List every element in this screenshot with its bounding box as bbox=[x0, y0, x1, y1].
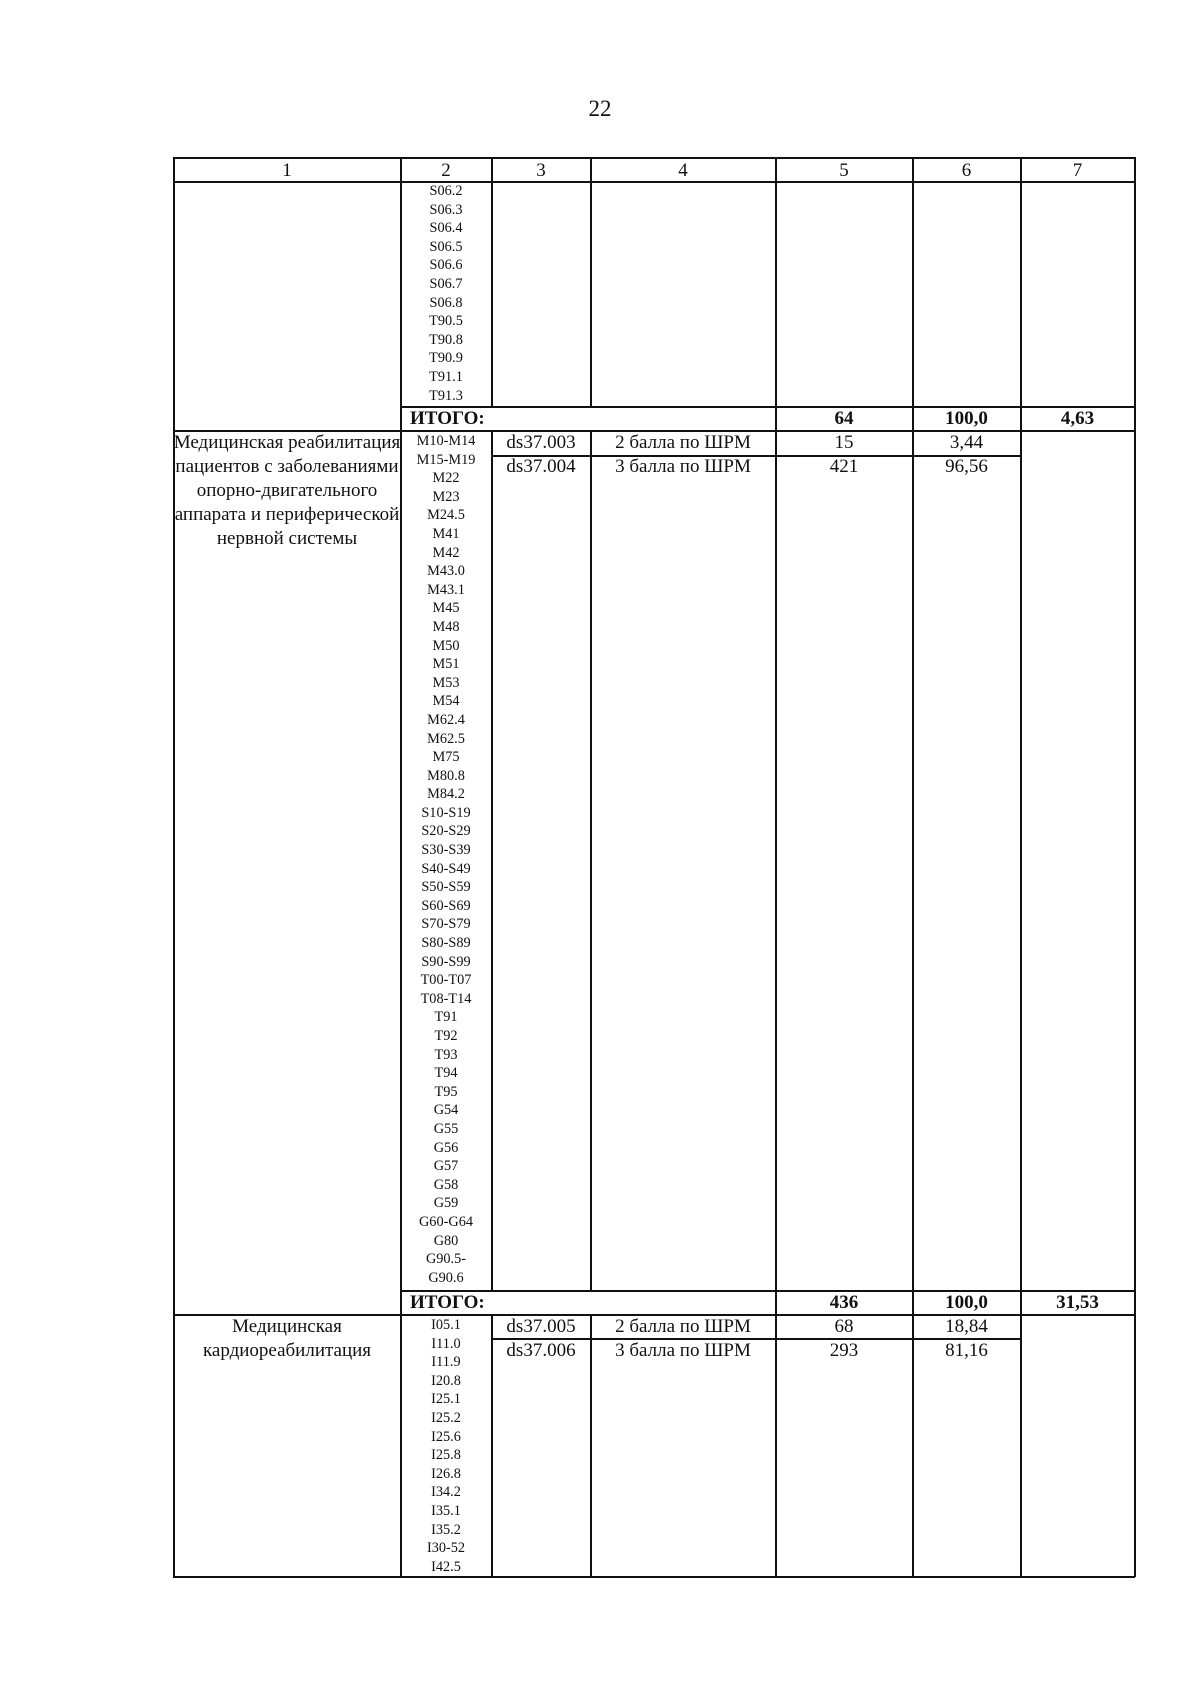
group3-row2-desc: 3 балла по ШРМ bbox=[615, 1340, 751, 1361]
header-col-2: 2 bbox=[441, 160, 451, 181]
diagnosis-code: I30-52 bbox=[426, 1540, 466, 1557]
group3-row2-code: ds37.006 bbox=[506, 1340, 576, 1361]
group1-codes bbox=[400, 182, 492, 405]
group2-row2-percent: 96,56 bbox=[945, 456, 988, 477]
diagnosis-code: M54 bbox=[432, 693, 460, 710]
group2-total-count: 436 bbox=[829, 1292, 859, 1313]
diagnosis-code: S20-S29 bbox=[421, 823, 471, 840]
diagnosis-code: M50 bbox=[432, 637, 460, 654]
header-col-6: 6 bbox=[961, 160, 972, 181]
diagnosis-code: S90-S99 bbox=[421, 953, 471, 970]
diagnosis-code: S06.7 bbox=[429, 275, 463, 292]
diagnosis-code: G57 bbox=[433, 1158, 459, 1175]
diagnosis-code: S06.4 bbox=[429, 220, 463, 237]
diagnosis-code: M62.5 bbox=[427, 730, 465, 747]
diagnosis-code: G58 bbox=[433, 1176, 459, 1193]
diagnosis-code: S06.3 bbox=[429, 201, 463, 218]
diagnosis-code: S06.2 bbox=[429, 183, 463, 199]
diagnosis-code: T08-T14 bbox=[420, 990, 472, 1007]
diagnosis-code: I25.1 bbox=[431, 1391, 461, 1408]
header-col-7: 7 bbox=[1072, 160, 1083, 181]
group3-row2-percent: 81,16 bbox=[945, 1340, 988, 1361]
diagnosis-code: M15-M19 bbox=[416, 451, 476, 468]
diagnosis-code: I25.8 bbox=[431, 1447, 461, 1464]
diagnosis-code: T00-T07 bbox=[420, 972, 472, 989]
diagnosis-code: T90.9 bbox=[429, 350, 463, 367]
group2-row1-code: ds37.003 bbox=[506, 432, 576, 453]
diagnosis-code: G90.5- bbox=[425, 1251, 467, 1268]
group2-total-percent: 100,0 bbox=[945, 1292, 988, 1313]
diagnosis-code: T91.3 bbox=[429, 387, 463, 404]
diagnosis-code: M80.8 bbox=[427, 767, 465, 784]
page-number: 22 bbox=[588, 96, 612, 121]
diagnosis-code: G90.6 bbox=[428, 1269, 464, 1286]
diagnosis-code: M51 bbox=[432, 656, 460, 673]
header-col-1: 1 bbox=[282, 160, 292, 181]
diagnosis-code: G56 bbox=[433, 1139, 459, 1156]
diagnosis-code: S06.8 bbox=[429, 294, 463, 311]
group2-row2-desc: 3 балла по ШРМ bbox=[615, 456, 751, 477]
header-col-3: 3 bbox=[536, 160, 546, 181]
diagnosis-code: S70-S79 bbox=[421, 916, 471, 933]
group1-total-label: ИТОГО: bbox=[410, 408, 485, 429]
diagnosis-code: M24.5 bbox=[427, 507, 465, 524]
diagnosis-code: S40-S49 bbox=[421, 860, 471, 877]
group1-total-share: 4,63 bbox=[1060, 408, 1095, 429]
diagnosis-code: I11.0 bbox=[431, 1335, 461, 1352]
group1-total-percent: 100,0 bbox=[945, 408, 988, 429]
diagnosis-code: T91 bbox=[434, 1009, 458, 1026]
group2-row1-percent: 3,44 bbox=[949, 432, 984, 453]
diagnosis-code: G60-G64 bbox=[418, 1213, 473, 1230]
group3-row1-code: ds37.005 bbox=[506, 1316, 576, 1337]
diagnosis-code: G55 bbox=[433, 1120, 459, 1137]
diagnosis-code: S06.6 bbox=[429, 257, 463, 274]
diagnosis-code: T95 bbox=[434, 1083, 458, 1100]
diagnosis-code: M22 bbox=[432, 470, 460, 487]
diagnosis-code: I26.8 bbox=[431, 1465, 461, 1482]
diagnosis-code: I42.5 bbox=[431, 1558, 461, 1575]
diagnosis-code: M48 bbox=[432, 618, 460, 635]
diagnosis-code: I34.2 bbox=[431, 1484, 461, 1501]
diagnosis-code: I25.6 bbox=[431, 1428, 461, 1445]
diagnosis-code: T91.1 bbox=[429, 368, 463, 385]
group3-row1-desc: 2 балла по ШРМ bbox=[615, 1316, 751, 1337]
diagnosis-code: M42 bbox=[432, 544, 460, 561]
diagnosis-code: M53 bbox=[432, 674, 460, 691]
diagnosis-code: G80 bbox=[433, 1232, 459, 1249]
header-col-4: 4 bbox=[678, 160, 688, 181]
group2-row1-desc: 2 балла по ШРМ bbox=[615, 432, 751, 453]
diagnosis-code: T93 bbox=[434, 1046, 458, 1063]
diagnosis-code: S30-S39 bbox=[421, 842, 471, 859]
diagnosis-code: S06.5 bbox=[429, 238, 463, 255]
group3-row1-count: 68 bbox=[834, 1316, 854, 1337]
diagnosis-code: I35.2 bbox=[431, 1521, 461, 1538]
diagnosis-code: S80-S89 bbox=[421, 935, 471, 952]
diagnosis-code: T90.8 bbox=[429, 331, 463, 348]
diagnosis-code: M45 bbox=[432, 600, 460, 617]
diagnosis-code: S60-S69 bbox=[421, 897, 471, 914]
diagnosis-code: I25.2 bbox=[431, 1409, 461, 1426]
diagnosis-code: I05.1 bbox=[431, 1317, 461, 1333]
diagnosis-code: G54 bbox=[433, 1102, 459, 1119]
group2-row1-count: 15 bbox=[834, 432, 854, 453]
group2-row2-code: ds37.004 bbox=[506, 456, 576, 477]
diagnosis-code: T92 bbox=[434, 1028, 458, 1044]
diagnosis-code: M23 bbox=[432, 488, 460, 505]
group2-name: Медицинская реабилитация пациентов с заболеваниями опорно-двигательного аппарата и периферической нервной системы bbox=[173, 432, 401, 549]
diagnosis-code: I35.1 bbox=[431, 1502, 461, 1519]
diagnosis-code: G59 bbox=[433, 1195, 459, 1212]
diagnosis-code: S50-S59 bbox=[421, 879, 471, 896]
group1-total-count: 64 bbox=[834, 408, 854, 429]
diagnosis-code: M43.0 bbox=[427, 563, 465, 580]
header-col-5: 5 bbox=[839, 160, 849, 181]
diagnosis-code: M84.2 bbox=[427, 786, 465, 803]
diagnosis-code: M10-M14 bbox=[416, 433, 476, 449]
diagnosis-code: M43.1 bbox=[427, 581, 465, 598]
diagnosis-code: S10-S19 bbox=[421, 804, 471, 821]
group3-name: Медицинская кардиореабилитация bbox=[202, 1316, 372, 1361]
group2-codes bbox=[400, 432, 492, 1287]
group2-row2-count: 421 bbox=[829, 456, 859, 477]
diagnosis-code: I11.9 bbox=[431, 1354, 461, 1371]
group3-codes bbox=[400, 1316, 492, 1576]
diagnosis-code: T94 bbox=[434, 1065, 458, 1082]
diagnosis-code: M62.4 bbox=[427, 711, 465, 728]
diagnosis-code: M41 bbox=[432, 525, 460, 542]
group3-row2-count: 293 bbox=[829, 1340, 859, 1361]
group3-row1-percent: 18,84 bbox=[945, 1316, 988, 1337]
group2-total-label: ИТОГО: bbox=[410, 1292, 485, 1313]
diagnosis-code: T90.5 bbox=[429, 313, 463, 330]
diagnosis-code: M75 bbox=[432, 749, 460, 766]
group2-total-share: 31,53 bbox=[1056, 1292, 1099, 1313]
diagnosis-code: I20.8 bbox=[431, 1372, 461, 1389]
